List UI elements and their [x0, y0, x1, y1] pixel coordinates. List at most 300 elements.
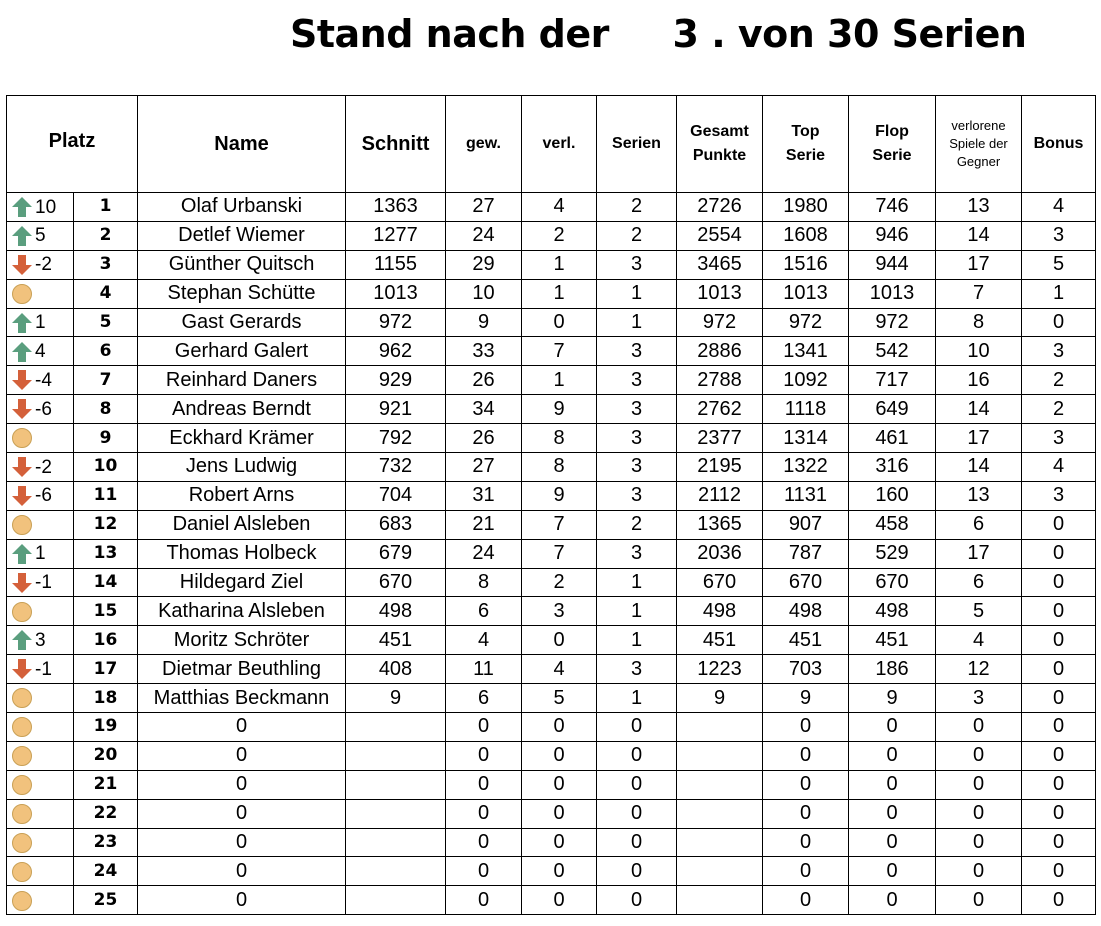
- platz-cell: 6: [74, 337, 138, 366]
- serien-cell: 3: [597, 424, 677, 453]
- bonus-cell: 0: [1022, 684, 1096, 713]
- circle-icon: [11, 601, 33, 623]
- verl-cell: 5: [522, 684, 597, 713]
- title-prefix: Stand nach der: [290, 12, 609, 56]
- serien-cell: 3: [597, 250, 677, 279]
- flop-cell: 0: [849, 799, 936, 828]
- schnitt-cell: 408: [346, 655, 446, 684]
- verlorene-cell: 13: [936, 193, 1022, 222]
- verl-cell: 9: [522, 481, 597, 510]
- name-cell: Detlef Wiemer: [138, 221, 346, 250]
- name-cell: Matthias Beckmann: [138, 684, 346, 713]
- gew-cell: 24: [446, 539, 522, 568]
- table-row: [7, 713, 1096, 742]
- table-row: [7, 510, 1096, 539]
- gesamt-cell: [677, 886, 763, 915]
- flop-cell: 498: [849, 597, 936, 626]
- table-row: [7, 337, 1096, 366]
- platz-cell: 3: [74, 250, 138, 279]
- circle-icon: [11, 716, 33, 738]
- verl-cell: 7: [522, 510, 597, 539]
- top-cell: 1341: [763, 337, 849, 366]
- header-row: [7, 96, 1096, 193]
- trend-change: -2: [35, 254, 52, 276]
- gew-cell: 33: [446, 337, 522, 366]
- bonus-cell: 0: [1022, 857, 1096, 886]
- gew-cell: 4: [446, 626, 522, 655]
- verl-cell: 0: [522, 626, 597, 655]
- serien-cell: 1: [597, 279, 677, 308]
- name-cell: Robert Arns: [138, 481, 346, 510]
- name-cell: 0: [138, 770, 346, 799]
- circle-icon: [11, 514, 33, 536]
- serien-cell: 0: [597, 886, 677, 915]
- header-top-line2: Serie: [785, 147, 826, 164]
- bonus-cell: 3: [1022, 424, 1096, 453]
- verl-cell: 7: [522, 539, 597, 568]
- name-cell: Gast Gerards: [138, 308, 346, 337]
- trend-change: -2: [35, 456, 52, 478]
- top-cell: 787: [763, 539, 849, 568]
- table-row: [7, 424, 1096, 453]
- platz-cell: 20: [74, 741, 138, 770]
- verl-cell: 0: [522, 857, 597, 886]
- arrow-down-icon: [11, 398, 33, 420]
- table-row: [7, 626, 1096, 655]
- gew-cell: 0: [446, 828, 522, 857]
- gesamt-cell: 498: [677, 597, 763, 626]
- header-verlorene-line3: Gegner: [956, 154, 1001, 169]
- serien-cell: 1: [597, 568, 677, 597]
- flop-cell: 946: [849, 221, 936, 250]
- schnitt-cell: 9: [346, 684, 446, 713]
- gew-cell: 27: [446, 193, 522, 222]
- flop-cell: 0: [849, 741, 936, 770]
- page-title: [290, 10, 1026, 60]
- flop-cell: 451: [849, 626, 936, 655]
- verl-cell: 0: [522, 770, 597, 799]
- verlorene-cell: 17: [936, 539, 1022, 568]
- gesamt-cell: 2788: [677, 366, 763, 395]
- header-serien: Serien: [597, 96, 677, 193]
- top-cell: 0: [763, 741, 849, 770]
- trend-change: 1: [35, 543, 46, 565]
- flop-cell: 717: [849, 366, 936, 395]
- gew-cell: 29: [446, 250, 522, 279]
- circle-icon: [11, 687, 33, 709]
- platz-cell: 23: [74, 828, 138, 857]
- top-cell: 1314: [763, 424, 849, 453]
- serien-cell: 0: [597, 713, 677, 742]
- table-row: [7, 308, 1096, 337]
- name-cell: 0: [138, 713, 346, 742]
- gew-cell: 24: [446, 221, 522, 250]
- gew-cell: 0: [446, 799, 522, 828]
- bonus-cell: 2: [1022, 366, 1096, 395]
- title-suffix: . von 30 Serien: [711, 12, 1027, 56]
- verlorene-cell: 14: [936, 453, 1022, 482]
- verlorene-cell: 0: [936, 828, 1022, 857]
- verlorene-cell: 12: [936, 655, 1022, 684]
- trend-cell: [7, 597, 74, 626]
- gesamt-cell: 2377: [677, 424, 763, 453]
- top-cell: 1608: [763, 221, 849, 250]
- verlorene-cell: 5: [936, 597, 1022, 626]
- arrow-down-icon: [11, 658, 33, 680]
- header-top-line1: Top: [791, 123, 820, 140]
- top-cell: 498: [763, 597, 849, 626]
- verlorene-cell: 16: [936, 366, 1022, 395]
- serien-cell: 0: [597, 799, 677, 828]
- serien-cell: 3: [597, 366, 677, 395]
- name-cell: Daniel Alsleben: [138, 510, 346, 539]
- flop-cell: 160: [849, 481, 936, 510]
- table-row: [7, 395, 1096, 424]
- gew-cell: 26: [446, 424, 522, 453]
- trend-change: -1: [35, 658, 52, 680]
- gesamt-cell: 2886: [677, 337, 763, 366]
- platz-cell: 4: [74, 279, 138, 308]
- trend-change: -4: [35, 369, 52, 391]
- header-bonus: Bonus: [1022, 96, 1096, 193]
- platz-cell: 13: [74, 539, 138, 568]
- table-row: [7, 366, 1096, 395]
- trend-change: 5: [35, 225, 46, 247]
- table-row: [7, 770, 1096, 799]
- schnitt-cell: 1363: [346, 193, 446, 222]
- verlorene-cell: 8: [936, 308, 1022, 337]
- table-row: [7, 221, 1096, 250]
- verl-cell: 2: [522, 568, 597, 597]
- gew-cell: 0: [446, 741, 522, 770]
- trend-cell: [7, 655, 74, 684]
- top-cell: 0: [763, 857, 849, 886]
- platz-cell: 12: [74, 510, 138, 539]
- trend-cell: [7, 684, 74, 713]
- standings-body: [7, 193, 1096, 915]
- flop-cell: 461: [849, 424, 936, 453]
- trend-change: -1: [35, 572, 52, 594]
- verlorene-cell: 4: [936, 626, 1022, 655]
- schnitt-cell: [346, 713, 446, 742]
- name-cell: Eckhard Krämer: [138, 424, 346, 453]
- top-cell: 703: [763, 655, 849, 684]
- bonus-cell: 0: [1022, 597, 1096, 626]
- flop-cell: 1013: [849, 279, 936, 308]
- trend-cell: [7, 857, 74, 886]
- trend-cell: [7, 626, 74, 655]
- verl-cell: 8: [522, 453, 597, 482]
- gew-cell: 31: [446, 481, 522, 510]
- flop-cell: 0: [849, 770, 936, 799]
- header-name: Name: [138, 96, 346, 193]
- flop-cell: 670: [849, 568, 936, 597]
- bonus-cell: 2: [1022, 395, 1096, 424]
- gesamt-cell: 2036: [677, 539, 763, 568]
- trend-cell: [7, 510, 74, 539]
- gew-cell: 6: [446, 597, 522, 626]
- serien-cell: 1: [597, 626, 677, 655]
- bonus-cell: 0: [1022, 655, 1096, 684]
- schnitt-cell: 679: [346, 539, 446, 568]
- serien-cell: 0: [597, 741, 677, 770]
- platz-cell: 9: [74, 424, 138, 453]
- bonus-cell: 0: [1022, 713, 1096, 742]
- gew-cell: 26: [446, 366, 522, 395]
- schnitt-cell: 972: [346, 308, 446, 337]
- gesamt-cell: [677, 828, 763, 857]
- verlorene-cell: 10: [936, 337, 1022, 366]
- name-cell: Andreas Berndt: [138, 395, 346, 424]
- bonus-cell: 0: [1022, 510, 1096, 539]
- name-cell: 0: [138, 741, 346, 770]
- top-cell: 907: [763, 510, 849, 539]
- flop-cell: 542: [849, 337, 936, 366]
- top-cell: 1131: [763, 481, 849, 510]
- gesamt-cell: [677, 741, 763, 770]
- arrow-up-icon: [11, 629, 33, 651]
- platz-cell: 8: [74, 395, 138, 424]
- schnitt-cell: 498: [346, 597, 446, 626]
- table-row: [7, 828, 1096, 857]
- trend-cell: [7, 886, 74, 915]
- header-verlorene-line2: Spiele der: [949, 136, 1008, 151]
- circle-icon: [11, 427, 33, 449]
- schnitt-cell: 921: [346, 395, 446, 424]
- schnitt-cell: 962: [346, 337, 446, 366]
- flop-cell: 944: [849, 250, 936, 279]
- bonus-cell: 4: [1022, 453, 1096, 482]
- top-cell: 0: [763, 828, 849, 857]
- platz-cell: 5: [74, 308, 138, 337]
- platz-cell: 1: [74, 193, 138, 222]
- serien-cell: 0: [597, 828, 677, 857]
- gesamt-cell: [677, 770, 763, 799]
- table-row: [7, 597, 1096, 626]
- verlorene-cell: 0: [936, 857, 1022, 886]
- schnitt-cell: [346, 741, 446, 770]
- top-cell: 1013: [763, 279, 849, 308]
- standings-table: [6, 95, 1096, 915]
- top-cell: 1092: [763, 366, 849, 395]
- schnitt-cell: 929: [346, 366, 446, 395]
- flop-cell: 0: [849, 886, 936, 915]
- serien-cell: 2: [597, 221, 677, 250]
- gew-cell: 27: [446, 453, 522, 482]
- table-row: [7, 741, 1096, 770]
- verlorene-cell: 0: [936, 770, 1022, 799]
- top-cell: 0: [763, 886, 849, 915]
- name-cell: 0: [138, 828, 346, 857]
- gew-cell: 0: [446, 886, 522, 915]
- arrow-down-icon: [11, 254, 33, 276]
- verl-cell: 0: [522, 741, 597, 770]
- arrow-up-icon: [11, 543, 33, 565]
- arrow-up-icon: [11, 196, 33, 218]
- bonus-cell: 0: [1022, 770, 1096, 799]
- gesamt-cell: 1223: [677, 655, 763, 684]
- flop-cell: 746: [849, 193, 936, 222]
- serien-cell: 3: [597, 453, 677, 482]
- flop-cell: 529: [849, 539, 936, 568]
- trend-cell: [7, 453, 74, 482]
- serien-cell: 1: [597, 597, 677, 626]
- schnitt-cell: 1155: [346, 250, 446, 279]
- verl-cell: 9: [522, 395, 597, 424]
- gesamt-cell: [677, 857, 763, 886]
- gesamt-cell: 2112: [677, 481, 763, 510]
- header-gesamt-line1: Gesamt: [690, 123, 749, 140]
- header-verlorene-line1: verlorene: [951, 118, 1006, 133]
- serien-cell: 3: [597, 655, 677, 684]
- bonus-cell: 0: [1022, 626, 1096, 655]
- name-cell: Stephan Schütte: [138, 279, 346, 308]
- header-flop-line1: Flop: [875, 123, 909, 140]
- flop-cell: 186: [849, 655, 936, 684]
- header-gew: gew.: [446, 96, 522, 193]
- gesamt-cell: [677, 799, 763, 828]
- bonus-cell: 0: [1022, 886, 1096, 915]
- header-verlorene-spiele: [936, 96, 1022, 193]
- circle-icon: [11, 745, 33, 767]
- title-round: 3: [672, 12, 699, 56]
- gesamt-cell: 2726: [677, 193, 763, 222]
- trend-cell: [7, 366, 74, 395]
- trend-cell: [7, 250, 74, 279]
- trend-cell: [7, 828, 74, 857]
- gew-cell: 11: [446, 655, 522, 684]
- platz-cell: 7: [74, 366, 138, 395]
- table-row: [7, 279, 1096, 308]
- schnitt-cell: 792: [346, 424, 446, 453]
- circle-icon: [11, 890, 33, 912]
- schnitt-cell: 704: [346, 481, 446, 510]
- trend-cell: [7, 770, 74, 799]
- gesamt-cell: 2195: [677, 453, 763, 482]
- arrow-down-icon: [11, 456, 33, 478]
- trend-change: 3: [35, 629, 46, 651]
- verl-cell: 1: [522, 366, 597, 395]
- serien-cell: 3: [597, 481, 677, 510]
- table-row: [7, 886, 1096, 915]
- verlorene-cell: 17: [936, 424, 1022, 453]
- verlorene-cell: 6: [936, 510, 1022, 539]
- gesamt-cell: 451: [677, 626, 763, 655]
- schnitt-cell: [346, 799, 446, 828]
- gew-cell: 0: [446, 770, 522, 799]
- header-flop-serie: [849, 96, 936, 193]
- schnitt-cell: 732: [346, 453, 446, 482]
- verlorene-cell: 0: [936, 741, 1022, 770]
- platz-cell: 16: [74, 626, 138, 655]
- header-verl: verl.: [522, 96, 597, 193]
- gesamt-cell: 972: [677, 308, 763, 337]
- gew-cell: 0: [446, 857, 522, 886]
- verlorene-cell: 7: [936, 279, 1022, 308]
- name-cell: 0: [138, 857, 346, 886]
- header-gesamt-line2: Punkte: [692, 147, 747, 164]
- arrow-down-icon: [11, 572, 33, 594]
- schnitt-cell: 670: [346, 568, 446, 597]
- verl-cell: 1: [522, 250, 597, 279]
- name-cell: 0: [138, 799, 346, 828]
- verl-cell: 7: [522, 337, 597, 366]
- gew-cell: 0: [446, 713, 522, 742]
- top-cell: 670: [763, 568, 849, 597]
- header-schnitt: Schnitt: [346, 96, 446, 193]
- platz-cell: 22: [74, 799, 138, 828]
- bonus-cell: 0: [1022, 308, 1096, 337]
- schnitt-cell: 1013: [346, 279, 446, 308]
- trend-change: 4: [35, 341, 46, 362]
- table-row: [7, 539, 1096, 568]
- verlorene-cell: 0: [936, 799, 1022, 828]
- circle-icon: [11, 832, 33, 854]
- serien-cell: 0: [597, 770, 677, 799]
- bonus-cell: 1: [1022, 279, 1096, 308]
- verlorene-cell: 3: [936, 684, 1022, 713]
- arrow-up-icon: [11, 312, 33, 334]
- verlorene-cell: 14: [936, 395, 1022, 424]
- table-row: [7, 857, 1096, 886]
- platz-cell: 14: [74, 568, 138, 597]
- verl-cell: 4: [522, 655, 597, 684]
- verl-cell: 0: [522, 828, 597, 857]
- name-cell: Günther Quitsch: [138, 250, 346, 279]
- verl-cell: 3: [522, 597, 597, 626]
- trend-cell: [7, 539, 74, 568]
- bonus-cell: 0: [1022, 799, 1096, 828]
- platz-cell: 11: [74, 481, 138, 510]
- serien-cell: 2: [597, 510, 677, 539]
- serien-cell: 3: [597, 395, 677, 424]
- schnitt-cell: [346, 886, 446, 915]
- flop-cell: 972: [849, 308, 936, 337]
- trend-change: -6: [35, 485, 52, 507]
- trend-change: 1: [35, 312, 46, 334]
- platz-cell: 24: [74, 857, 138, 886]
- verlorene-cell: 14: [936, 221, 1022, 250]
- verl-cell: 0: [522, 799, 597, 828]
- trend-change: 10: [35, 196, 57, 218]
- serien-cell: 1: [597, 684, 677, 713]
- name-cell: Moritz Schröter: [138, 626, 346, 655]
- trend-cell: [7, 481, 74, 510]
- name-cell: Reinhard Daners: [138, 366, 346, 395]
- table-row: [7, 481, 1096, 510]
- schnitt-cell: 1277: [346, 221, 446, 250]
- table-row: [7, 568, 1096, 597]
- verlorene-cell: 6: [936, 568, 1022, 597]
- verlorene-cell: 13: [936, 481, 1022, 510]
- flop-cell: 649: [849, 395, 936, 424]
- name-cell: Gerhard Galert: [138, 337, 346, 366]
- flop-cell: 0: [849, 857, 936, 886]
- header-gesamt-punkte: [677, 96, 763, 193]
- top-cell: 0: [763, 713, 849, 742]
- trend-cell: [7, 799, 74, 828]
- bonus-cell: 0: [1022, 568, 1096, 597]
- verl-cell: 2: [522, 221, 597, 250]
- serien-cell: 0: [597, 857, 677, 886]
- table-row: [7, 655, 1096, 684]
- serien-cell: 2: [597, 193, 677, 222]
- schnitt-cell: [346, 857, 446, 886]
- circle-icon: [11, 861, 33, 883]
- trend-cell: [7, 221, 74, 250]
- verl-cell: 0: [522, 886, 597, 915]
- schnitt-cell: [346, 770, 446, 799]
